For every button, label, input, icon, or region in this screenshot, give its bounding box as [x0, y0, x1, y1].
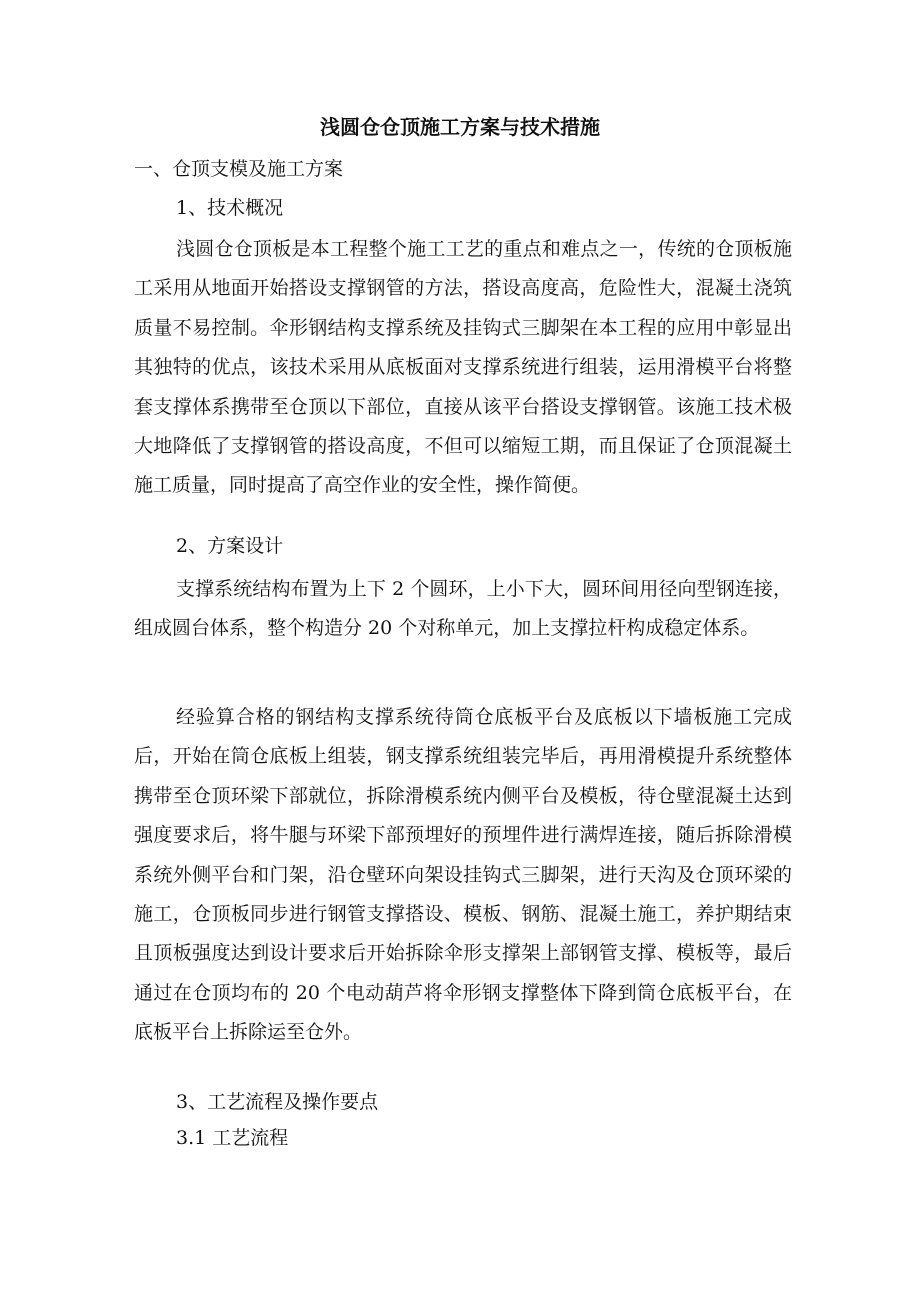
subsection-heading-design: 2、方案设计 — [176, 535, 284, 557]
document-title: 浅圆仓仓顶施工方案与技术措施 — [320, 115, 600, 139]
paragraph-design-structure: 支撑系统结构布置为上下 2 个圆环，上小下大，圆环间用径向型钢连接，组成圆台体系，整个构造分 20 个对称单元，加上支撑拉杆构成稳定体系。 — [134, 578, 792, 640]
paragraph-overview: 浅圆仓仓顶板是本工程整个施工工艺的重点和难点之一，传统的仓顶板施工采用从地面开始搭设支撑钢管的方法，搭设高度高，危险性大，混凝土浇筑质量不易控制。伞形钢结构支撑系统及挂钩式三脚架在本工程的应用中彰显出其独特的优点，该技术采用从底板面对支撑系统进行组装，运用滑模平台将整套支撑体系携带至仓顶以下部位，直接从该平台搭设支撑钢管。该施工技术极大地降低了支撑钢管的搭设高度，不但可以缩短工期，而且保证了仓顶混凝土施工质量，同时提高了高空作业的安全性，操作简便。 — [134, 238, 792, 497]
subsection-heading-overview: 1、技术概况 — [176, 197, 284, 219]
subsection-heading-process: 3、工艺流程及操作要点 — [176, 1091, 379, 1113]
section-heading-1: 一、仓顶支模及施工方案 — [134, 158, 344, 180]
subsection-heading-process-flow: 3.1 工艺流程 — [176, 1127, 289, 1149]
paragraph-design-procedure: 经验算合格的钢结构支撑系统待筒仓底板平台及底板以下墙板施工完成后，开始在筒仓底板上组装，钢支撑系统组装完毕后，再用滑模提升系统整体携带至仓顶环梁下部就位，拆除滑模系统内侧平台及模板，待仓壁混凝土达到强度要求后，将牛腿与环梁下部预埋好的预埋件进行满焊连接，随后拆除滑模系统外侧平台和门架，沿仓壁环向架设挂钩式三脚架，进行天沟及仓顶环梁的施工，仓顶板同步进行钢管支撑搭设、模板、钢筋、混凝土施工，养护期结束且顶板强度达到设计要求后开始拆除伞形支撑架上部钢管支撑、模板等，最后通过在仓顶均布的 20 个电动葫芦将伞形钢支撑整体下降到筒仓底板平台，在底板平台上拆除运至仓外。 — [134, 706, 792, 1044]
